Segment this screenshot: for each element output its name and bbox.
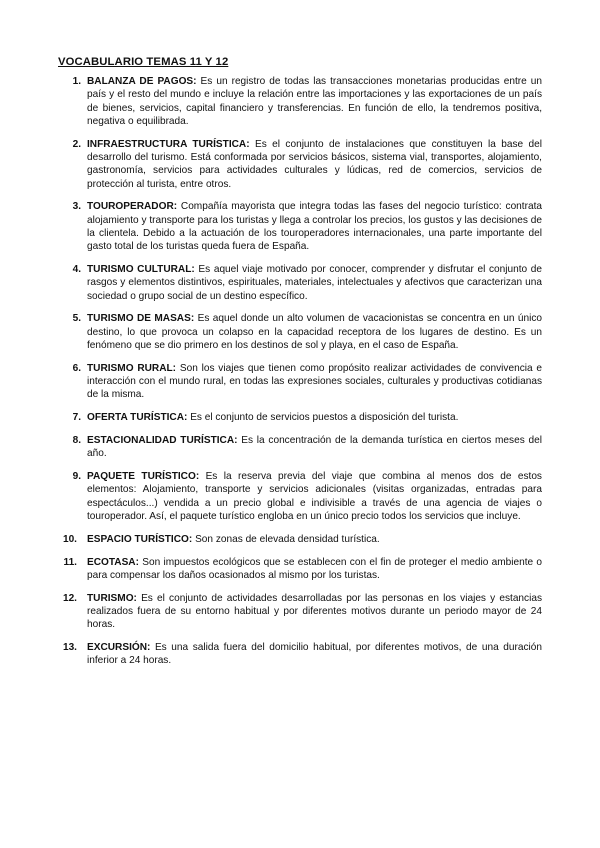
item-term: ESPACIO TURÍSTICO: bbox=[87, 533, 193, 545]
item-definition: Es una salida fuera del domicilio habitual, por diferentes motivos, de una duración inferior a 24 horas. bbox=[87, 642, 542, 667]
item-definition: Es la reserva previa del viaje que combina al menos dos de estos elementos: Alojamiento, transporte y servicios adicionales (visitas organizadas, entradas para espectáculos...) vendida a un precio global e indivisible a través de una agencia de viajes o touroperador. Así, el paquete turístico engloba en un único precio todos los servicios que incluye. bbox=[87, 471, 542, 523]
item-definition: Son impuestos ecológicos que se establecen con el fin de proteger el medio ambiente o para compensar los daños ocasionados al mismo por los turistas. bbox=[87, 556, 542, 581]
item-definition: Es el conjunto de instalaciones que constituyen la base del desarrollo del turismo. Está conformada por servicios básicos, sistema vial, transportes, alojamiento, gastronomía, servicios para actividades culturales y lúdicas, red de comercios, servicios de protección al turista, entre otros. bbox=[87, 138, 543, 190]
vocab-item bbox=[58, 200, 542, 253]
item-term: TOUROPERADOR: bbox=[87, 201, 178, 213]
item-term: ECOTASA: bbox=[87, 556, 139, 568]
vocab-item bbox=[58, 533, 542, 546]
item-number: 13. bbox=[62, 642, 77, 654]
vocab-item bbox=[58, 411, 542, 424]
vocab-item bbox=[58, 434, 542, 461]
item-definition: Son los viajes que tienen como propósito realizar actividades de convivencia e interacción con el mundo rural, en todas las expresiones sociales, culturales y productivas cotidianas de la misma. bbox=[87, 362, 543, 401]
item-term: TURISMO RURAL: bbox=[87, 362, 177, 374]
item-number: 3. bbox=[72, 201, 81, 213]
item-number: 4. bbox=[72, 264, 81, 276]
vocab-item bbox=[58, 641, 542, 668]
item-term: EXCURSIÓN: bbox=[87, 642, 151, 654]
vocab-item bbox=[58, 75, 542, 128]
item-definition: Es el conjunto de actividades desarrolladas por las personas en los viajes y estancias realizados fuera de su entorno habitual y por diferentes motivos durante un periodo mayor de 24 horas. bbox=[87, 592, 542, 631]
item-definition: Es aquel viaje motivado por conocer, comprender y disfrutar el conjunto de rasgos y elementos distintivos, espirituales, materiales, intelectuales y afectivos que caracterizan una sociedad o grupo social de un destino específico. bbox=[87, 264, 543, 302]
vocab-item bbox=[58, 263, 542, 303]
vocab-item bbox=[58, 138, 542, 191]
item-number: 6. bbox=[72, 362, 81, 374]
item-term: TURISMO DE MASAS: bbox=[87, 313, 195, 325]
vocab-item bbox=[58, 556, 542, 583]
item-definition: Compañía mayorista que integra todas las fases del negocio turístico: contrata alojamiento y transporte para los turistas y llega a controlar los precios, los gustos y las decisiones de la clientela. Debido a la actuación de los touroperadores internacionales, una parte importante del gasto total de los turistas queda fuera de España. bbox=[87, 201, 542, 253]
item-number: 9. bbox=[72, 471, 81, 483]
vocabulary-list bbox=[58, 75, 542, 668]
item-number: 10. bbox=[62, 533, 77, 545]
vocab-item bbox=[58, 362, 542, 402]
vocab-item bbox=[58, 470, 542, 523]
item-term: ESTACIONALIDAD TURÍSTICA: bbox=[87, 435, 238, 447]
item-number: 12. bbox=[62, 592, 77, 604]
item-term: TURISMO: bbox=[87, 592, 137, 604]
document-title: VOCABULARIO TEMAS 11 Y 12 bbox=[58, 56, 229, 68]
item-term: OFERTA TURÍSTICA: bbox=[87, 412, 188, 424]
item-number: 5. bbox=[72, 313, 81, 325]
item-definition: Es un registro de todas las transacciones monetarias producidas entre un país y el resto del mundo e incluye la relación entre las importaciones y las exportaciones de un país de bienes, servicios, capital financiero y transferencias. En función de ello, la tendremos positiva, negativa o equilibrada. bbox=[87, 76, 542, 127]
item-number: 8. bbox=[72, 435, 81, 447]
item-definition: Es el conjunto de servicios puestos a disposición del turista. bbox=[190, 412, 459, 424]
vocab-item bbox=[58, 312, 542, 352]
item-term: TURISMO CULTURAL: bbox=[87, 264, 195, 276]
item-number: 1. bbox=[72, 76, 81, 87]
item-definition: Es la concentración de la demanda turística en ciertos meses del año. bbox=[87, 435, 542, 460]
item-definition: Es aquel donde un alto volumen de vacacionistas se concentra en un único destino, lo que provoca un colapso en la capacidad receptora de los lugares de destino. Es un fenómeno que se dio primero en los destinos de sol y playa, en el caso de España. bbox=[87, 313, 542, 352]
item-term: PAQUETE TURÍSTICO: bbox=[87, 471, 200, 483]
item-number: 11. bbox=[63, 556, 77, 568]
vocab-item bbox=[58, 592, 542, 632]
item-number: 2. bbox=[72, 138, 81, 150]
item-term: INFRAESTRUCTURA TURÍSTICA: bbox=[87, 138, 250, 150]
item-definition: Son zonas de elevada densidad turística. bbox=[195, 533, 380, 545]
item-number: 7. bbox=[72, 412, 81, 424]
item-term: BALANZA DE PAGOS: bbox=[87, 76, 197, 87]
